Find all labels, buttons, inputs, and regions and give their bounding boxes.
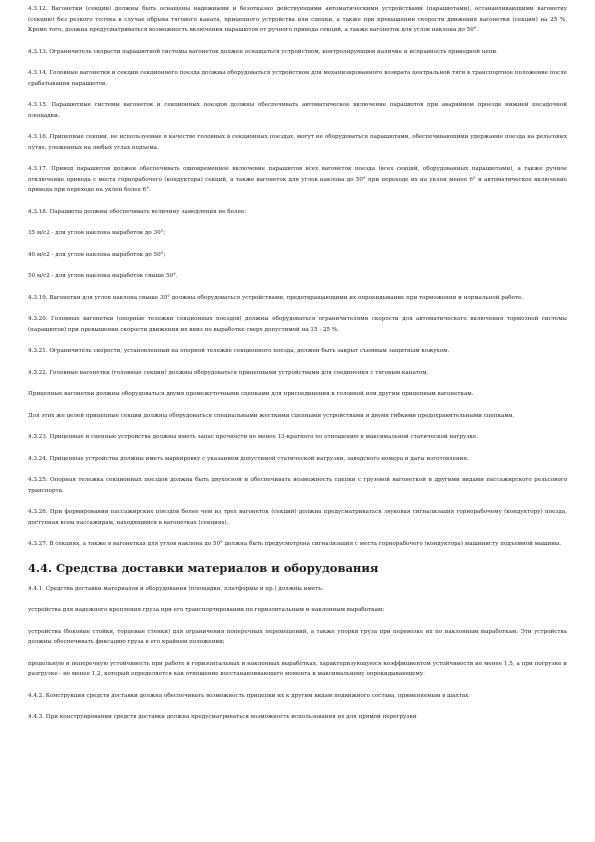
- paragraph-4-3-21: 4.3.21. Ограничитель скорости, установленный на опорной тележке секционного поезда, должен быть закрыт съемным защитным кожухом.: [28, 348, 450, 354]
- section-4-3-body: [28, 4, 567, 550]
- paragraph-deceleration-over-50: 50 м/с2 - для углов наклона выработок свыше 50°.: [28, 273, 178, 279]
- paragraph-4-3-25: 4.3.25. Опорная тележка секционных поездов должна быть двухосной и обеспечивать возможность сцепки с грузовой вагонеткой и другими видами пассажирского рельсового транспорта.: [28, 477, 567, 494]
- paragraph-4-3-18: 4.3.18. Парашюты должны обеспечивать величину замедления не более:: [28, 208, 247, 215]
- paragraph-4-3-12: 4.3.12. Вагонетки (секции) должны быть оснащены надежными и безотказно действующими автоматическими устройствами (парашютами), останавливающими вагонетку (секцию) без резкого толчка в случае обрыва тягового каната, прицепного устройства или сцепки, а также при превышении скорости движения вагонетки (секции) на 25 %. Кроме того, должна предусматриваться возможность включения парашютов от ручного привода секций, а также вагонеток для углов наклона до 50°.: [28, 6, 567, 33]
- paragraph-4-3-20: 4.3.20. Головные вагонетки (опорные тележки секционных поездов) должны оборудоваться ограничителями скорости для автоматического включения тормозной системы (парашютов) при превышении скорости движения их вниз по выработке сверх допустимой на 15 - 25 %.: [28, 316, 567, 333]
- paragraph-4-3-16: 4.3.16. Прицепные секции, не используемые в качестве головных в секционных поездах, могут не оборудоваться парашютами, обеспечивающими удержание поезда на рельсовых путях, уложенных на любых углах подъема.: [28, 134, 567, 151]
- paragraph-4-4-1: 4.4.1. Средства доставки материалов и оборудования (площадки, платформы и пр.) должны иметь:: [28, 585, 324, 592]
- paragraph-4-4-1-fastening: устройства для надежного крепления груза при его транспортировании по горизонтальным и наклонным выработкам;: [28, 607, 385, 613]
- paragraph-4-3-24: 4.3.24. Прицепные устройства должны иметь маркировку с указанием допустимой статической нагрузки, заводского номера и даты изготовления.: [28, 455, 469, 462]
- paragraph-4-3-13: 4.3.13. Ограничитель скорости парашютной системы вагонеток должен оснащаться устройством, контролирующим наличие и исправность приводной цепи.: [28, 48, 498, 55]
- paragraph-4-3-26: 4.3.26. При формировании пассажирских поездов более чем из трех вагонеток (секций) должна предусматриваться звуковая сигнализация горнорабочему (кондуктору) поезда, доступная всем пассажирам, находящимся в вагонетках (секциях).: [28, 509, 567, 526]
- paragraph-4-3-27: 4.3.27. В секциях, а также в вагонетках для углов наклона до 50° должна быть предусмотрена сигнализация с места горнорабочего (кондуктора) машинисту подъемной машины.: [28, 541, 562, 547]
- paragraph-4-3-15: 4.3.15. Парашютные системы вагонеток и секционных поездов должны обеспечивать автоматическое включение парашютов при аварийном проезде нижней посадочной площадки.: [28, 102, 567, 119]
- paragraph-4-3-22-sections: Для этих же целей прицепные секции должны оборудоваться специальными жесткими сцепными устройствами и двумя гибкими предохранительными сцепками.: [28, 412, 515, 419]
- paragraph-4-4-3: 4.4.3. При конструировании средств доставки должна предусматриваться возможность использования их для прямой перегрузки: [28, 714, 417, 720]
- paragraph-4-3-17: 4.3.17. Привод парашютов должен обеспечивать одновременное включение парашютов всех вагонеток поезда (всех секций, оборудованных парашютами), а также ручное отключение привода с места горнорабочего (кондуктора) секций, а также вагонеток для углов наклона до 50° при переходе их на уклон менее 6° и автоматическое включение привода при переходе на уклон более 6°.: [28, 166, 567, 193]
- paragraph-4-4-2: 4.4.2. Конструкция средств доставки должна обеспечивать возможность прицепки их к другим видам подвижного состава, применяемым в шахтах.: [28, 692, 471, 699]
- section-heading-4-4: 4.4. Средства доставки материалов и оборудования: [28, 560, 379, 575]
- paragraph-4-4-1-stops: устройства (боковые стойки, торцевые стенки) для ограничения поперечных перемещений, а также упорки груза при перевозке их по наклонным выработкам. Эти устройства должны обеспечивать фиксацию груза в его крайнем положении;: [28, 628, 567, 645]
- paragraph-4-3-14: 4.3.14. Головные вагонетки и секции секционного поезда должны оборудоваться устройством для механизированного возврата центральной тяги в транспортное положение после срабатывания парашютов.: [28, 70, 567, 87]
- paragraph-4-3-22: 4.3.22. Головные вагонетки (головные секции) должны оборудоваться прицепными устройствами для соединения с тяговым канатом.: [28, 369, 429, 376]
- paragraph-deceleration-30: 35 м/с2 - для углов наклона выработок до 30°;: [28, 230, 166, 236]
- paragraph-4-3-23: 4.3.23. Прицепные и сцепные устройства должны иметь запас прочности не менее 13-кратного по отношению к максимальной статической нагрузке.: [28, 434, 478, 440]
- paragraph-4-3-22-trailers: Прицепные вагонетки должны оборудоваться двумя промежуточными сцепками для присоединения к головной или другим прицепным вагонеткам.: [28, 391, 474, 397]
- paragraph-4-4-1-stability: продольную и поперечную устойчивость при работе в горизонтальных и наклонных выработках, характеризующуюся коэффициентом устойчивости не менее 1,5, а при погрузке и разгрузке - не менее 1,2, который определяется как отношение восстанавливающего момента к максимальному опрокидывающему.: [28, 660, 567, 677]
- section-4-4-body: [28, 584, 567, 723]
- paragraph-deceleration-50: 40 м/с2 - для углов наклона выработок до 50°;: [28, 251, 166, 258]
- paragraph-4-3-19: 4.3.19. Вагонетки для углов наклона свыше 30° должны оборудоваться устройствами, предотвращающими их опрокидывание при торможении и нормальной работе.: [28, 294, 524, 301]
